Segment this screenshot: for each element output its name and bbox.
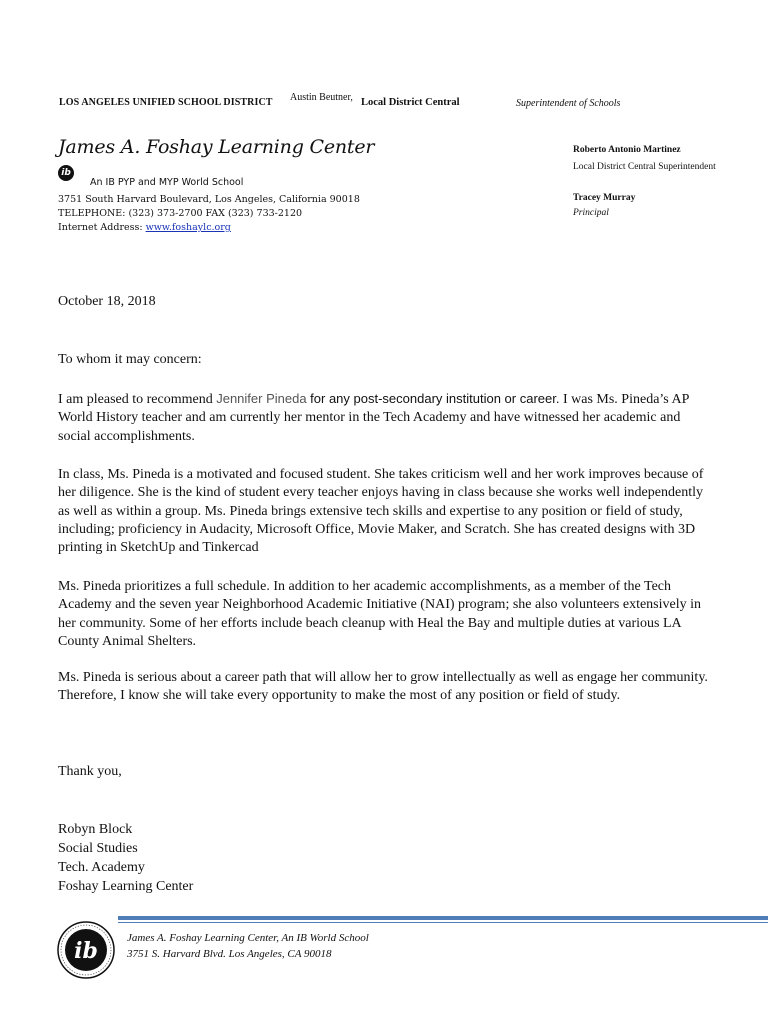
website-link[interactable]: www.foshaylc.org	[145, 222, 231, 233]
school-internet	[58, 222, 231, 233]
letter-paragraph-3: Ms. Pineda prioritizes a full schedule. In addition to her academic accomplishments, as a member of the Tech Academy and the seven year Neighborhood Academic Initiative (NAI) program; she also volunteers extensively in her community. Some of her efforts include beach cleanup with Heal the Bay and multiple duties at various LA County Animal Shelters.	[58, 579, 702, 649]
footer-divider-thin	[118, 922, 768, 923]
principal-title: Principal	[573, 208, 609, 218]
signature-school: Foshay Learning Center	[58, 879, 194, 894]
signature-department: Social Studies	[58, 841, 138, 856]
letter-paragraph-1	[58, 390, 713, 446]
letter-paragraph-4: Ms. Pineda is serious about a career path that will allow her to grow intellectually as well as engage her community. Therefore, I know she will take every opportunity to make the most of any position or field of study.	[58, 670, 708, 704]
letter-closing: Thank you,	[58, 764, 122, 779]
p1-middle: for any post-secondary institution or career.	[306, 391, 560, 406]
ib-tagline: An IB PYP and MYP World School	[90, 177, 244, 188]
district-name: LOS ANGELES UNIFIED SCHOOL DISTRICT	[59, 97, 273, 108]
ld-superintendent-title: Local District Central Superintendent	[573, 162, 716, 172]
letter-salutation: To whom it may concern:	[58, 352, 202, 367]
superintendent-name: Austin Beutner,	[290, 92, 353, 103]
ld-superintendent-name: Roberto Antonio Martinez	[573, 145, 681, 155]
ib-seal-icon	[56, 920, 116, 980]
p1-rest: I was Ms. Pineda’s AP World History teacher and am currently her mentor in the Tech Academy and have witnessed her academic and social accomplishments.	[58, 392, 689, 444]
school-name: James A. Foshay Learning Center	[58, 136, 375, 158]
superintendent-title: Superintendent of Schools	[516, 98, 621, 109]
school-address: 3751 South Harvard Boulevard, Los Angeles, California 90018	[58, 194, 360, 205]
footer-line-2: 3751 S. Harvard Blvd. Los Angeles, CA 90018	[127, 948, 332, 960]
school-phone-fax: TELEPHONE: (323) 373-2700 FAX (323) 733-2120	[58, 208, 303, 219]
signature-program: Tech. Academy	[58, 860, 145, 875]
signature-block	[58, 820, 713, 896]
principal-name: Tracey Murray	[573, 193, 636, 203]
letter-date: October 18, 2018	[58, 294, 156, 309]
ib-logo-icon: ib	[58, 165, 74, 181]
internet-label: Internet Address:	[58, 222, 143, 233]
p1-intro: I am pleased to recommend	[58, 392, 217, 407]
letter-paragraph-2: In class, Ms. Pineda is a motivated and focused student. She takes criticism well and her work improves because of her diligence. She is the kind of student every teacher enjoys having in class because she works well independently as well as within a group. Ms. Pineda brings extensive tech skills and expertise to any position or field of study, including; proficiency in Audacity, Microsoft Office, Movie Maker, and Scratch. She has created designs with 3D printing in SketchUp and Tinkercad	[58, 467, 704, 556]
signature-name: Robyn Block	[58, 822, 133, 837]
seal-text: ib	[74, 938, 98, 964]
local-district: Local District Central	[361, 97, 460, 108]
footer-line-1: James A. Foshay Learning Center, An IB World School	[127, 932, 369, 944]
footer-divider	[118, 916, 768, 920]
student-name: Jennifer Pineda	[216, 391, 307, 406]
